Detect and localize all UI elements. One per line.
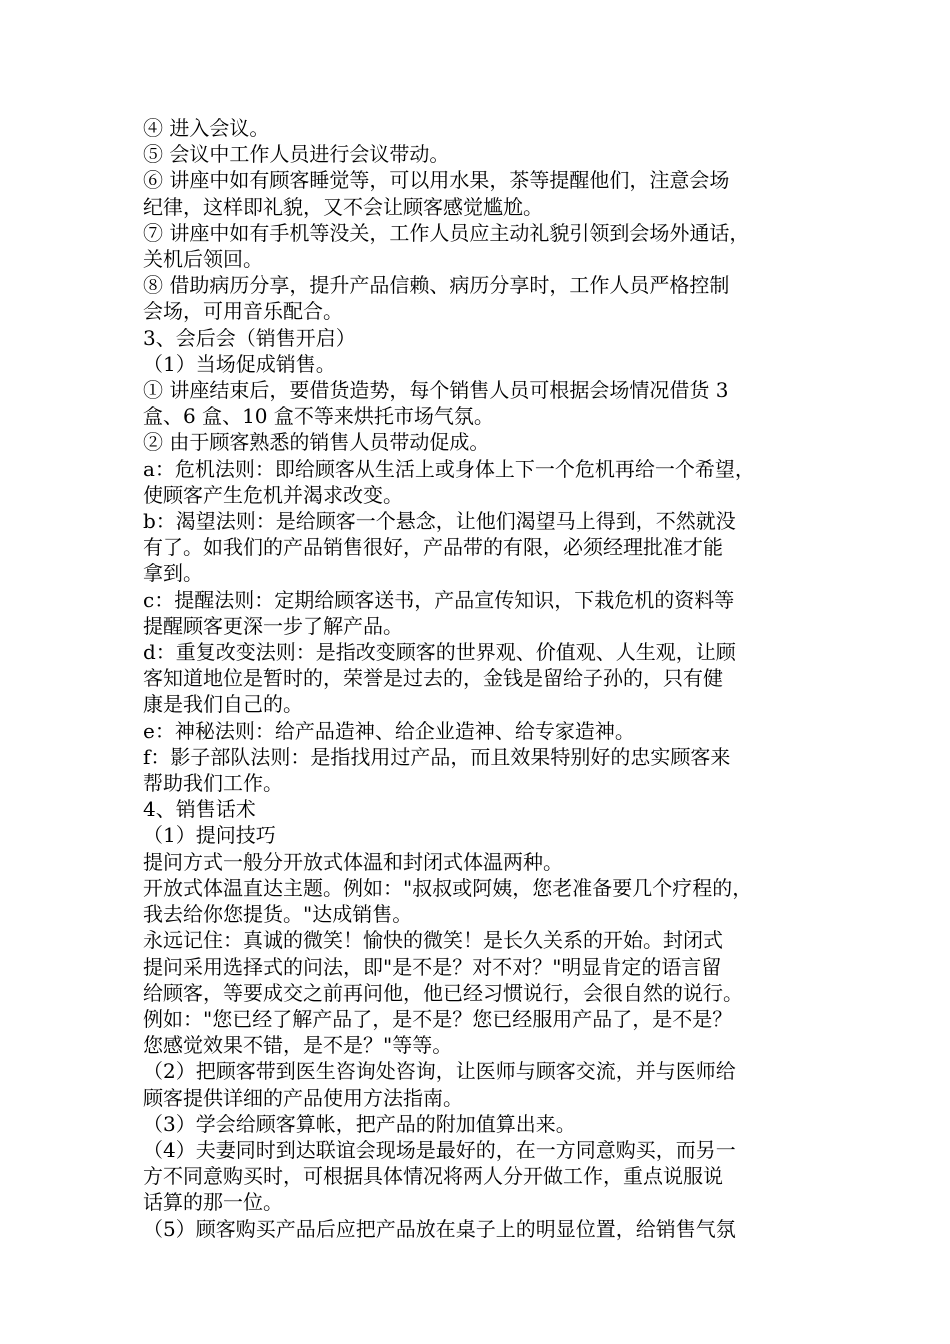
text-line: 纪律，这样即礼貌，又不会让顾客感觉尴尬。 <box>143 194 543 219</box>
text-line: （3）学会给顾客算帐，把产品的附加值算出来。 <box>143 1111 576 1136</box>
text-line: （4）夫妻同时到达联谊会现场是最好的，在一方同意购买，而另一 <box>143 1137 736 1162</box>
text-line: 拿到。 <box>143 561 203 586</box>
text-line: （2）把顾客带到医生咨询处咨询，让医师与顾客交流，并与医师给 <box>143 1059 736 1084</box>
text-line: 例如："您已经了解产品了，是不是？您已经服用产品了，是不是？ <box>143 1006 733 1031</box>
text-line: c：提醒法则：定期给顾客送书，产品宣传知识，下栽危机的资料等 <box>143 587 735 612</box>
text-line: （5）顾客购买产品后应把产品放在桌子上的明显位置，给销售气氛 <box>143 1216 736 1241</box>
text-line: 康是我们自己的。 <box>143 692 303 717</box>
text-line: 提问采用选择式的问法，即"是不是？对不对？"明显肯定的语言留 <box>143 954 722 979</box>
text-line: 提醒顾客更深一步了解产品。 <box>143 613 403 638</box>
text-line: ① 讲座结束后，要借货造势，每个销售人员可根据会场情况借货 3 <box>143 378 729 403</box>
text-line: 关机后领回。 <box>143 247 263 272</box>
text-line: 顾客提供详细的产品使用方法指南。 <box>143 1085 463 1110</box>
text-line: 会场，可用音乐配合。 <box>143 299 343 324</box>
text-line: ⑧ 借助病历分享，提升产品信赖、病历分享时，工作人员严格控制 <box>143 273 730 298</box>
text-line: 3、会后会（销售开启） <box>143 325 356 350</box>
text-line: 永远记住：真诚的微笑！愉快的微笑！是长久关系的开始。封闭式 <box>143 928 723 953</box>
text-line: 提问方式一般分开放式体温和封闭式体温两种。 <box>143 849 563 874</box>
text-line: 帮助我们工作。 <box>143 771 283 796</box>
text-line: 4、销售话术 <box>143 797 256 822</box>
text-line: 话算的那一位。 <box>143 1190 283 1215</box>
text-line: 我去给你您提货。"达成销售。 <box>143 902 413 927</box>
text-line: 使顾客产生危机并渴求改变。 <box>143 482 403 507</box>
text-line: 盒、6 盒、10 盒不等来烘托市场气氛。 <box>143 404 494 429</box>
text-line: ⑦ 讲座中如有手机等没关，工作人员应主动礼貌引领到会场外通话， <box>143 220 750 245</box>
text-line: ④ 进入会议。 <box>143 116 270 140</box>
text-line: 您感觉效果不错，是不是？"等等。 <box>143 1033 453 1058</box>
text-line: ⑤ 会议中工作人员进行会议带动。 <box>143 142 450 167</box>
text-line: a：危机法则：即给顾客从生活上或身体上下一个危机再给一个希望， <box>143 456 755 481</box>
text-line: d：重复改变法则：是指改变顾客的世界观、价值观、人生观，让顾 <box>143 640 736 665</box>
text-line: b：渴望法则：是给顾客一个悬念，让他们渴望马上得到，不然就没 <box>143 509 736 534</box>
text-line: ⑥ 讲座中如有顾客睡觉等，可以用水果，茶等提醒他们，注意会场 <box>143 168 730 193</box>
text-line: e：神秘法则：给产品造神、给企业造神、给专家造神。 <box>143 718 635 743</box>
text-line: 有了。如我们的产品销售很好，产品带的有限，必须经理批准才能 <box>143 535 723 560</box>
text-line: 客知道地位是暂时的，荣誉是过去的，金钱是留给子孙的，只有健 <box>143 666 723 691</box>
text-line: （1）提问技巧 <box>143 823 276 848</box>
text-line: ② 由于顾客熟悉的销售人员带动促成。 <box>143 430 490 455</box>
text-line: 开放式体温直达主题。例如："叔叔或阿姨，您老准备要几个疗程的， <box>143 875 753 900</box>
text-line: （1）当场促成销售。 <box>143 351 336 376</box>
text-line: 给顾客，等要成交之前再问他，他已经习惯说行，会很自然的说行。 <box>143 980 743 1005</box>
document-body <box>143 115 813 1242</box>
text-line: 方不同意购买时，可根据具体情况将两人分开做工作，重点说服说 <box>143 1164 723 1189</box>
text-line: f：影子部队法则：是指找用过产品，而且效果特别好的忠实顾客来 <box>143 744 731 769</box>
